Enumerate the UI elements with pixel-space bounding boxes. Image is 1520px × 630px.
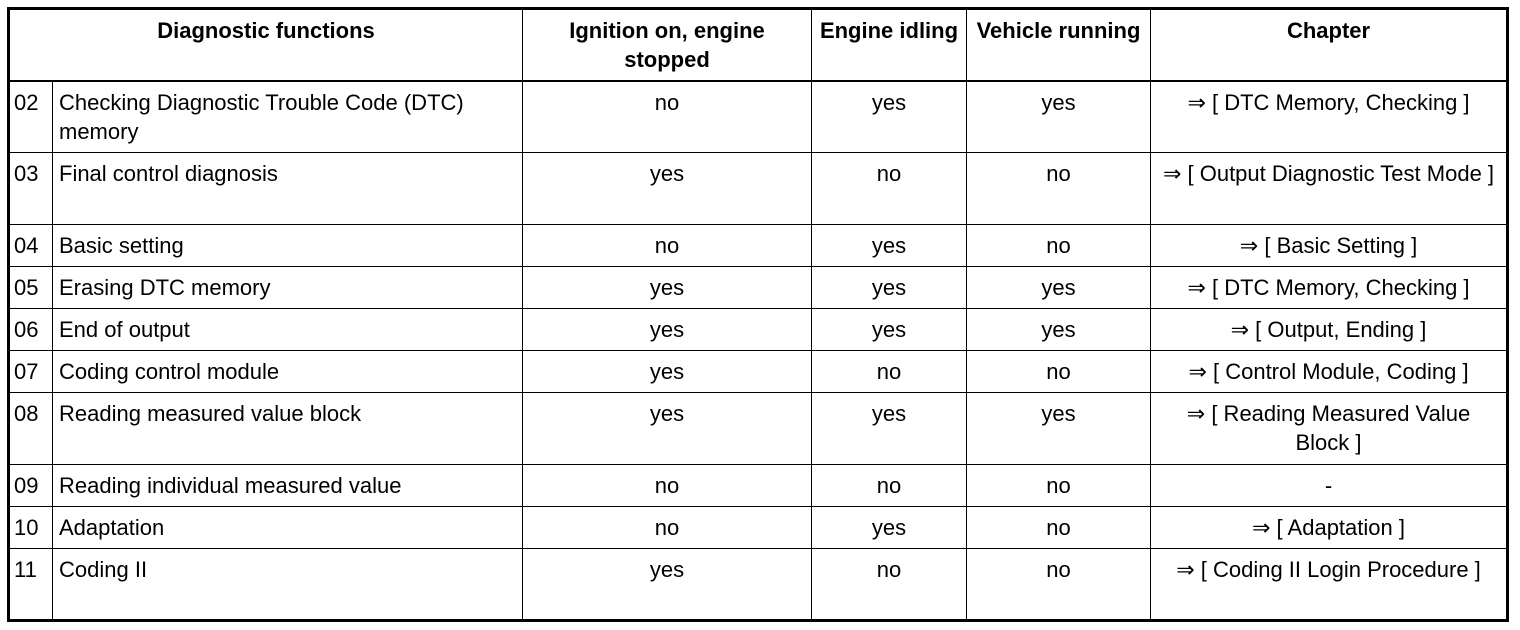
function-number: 11 — [9, 549, 53, 621]
idling-cell: no — [812, 465, 967, 507]
function-name: End of output — [53, 309, 523, 351]
running-cell: no — [967, 153, 1151, 225]
function-number: 07 — [9, 351, 53, 393]
table-row — [9, 267, 1508, 309]
ignition-cell: yes — [523, 309, 812, 351]
idling-cell: yes — [812, 267, 967, 309]
header-vehicle-running: Vehicle running — [967, 9, 1151, 81]
chapter-link[interactable]: ⇒ [ Output Diagnostic Test Mode ] — [1151, 153, 1508, 225]
function-name: Reading individual measured value — [53, 465, 523, 507]
function-number: 03 — [9, 153, 53, 225]
running-cell: yes — [967, 81, 1151, 153]
ignition-cell: yes — [523, 549, 812, 621]
idling-cell: yes — [812, 309, 967, 351]
running-cell: no — [967, 549, 1151, 621]
chapter-link[interactable]: ⇒ [ Adaptation ] — [1151, 507, 1508, 549]
chapter-link[interactable]: ⇒ [ Basic Setting ] — [1151, 225, 1508, 267]
header-chapter: Chapter — [1151, 9, 1508, 81]
ignition-cell: yes — [523, 393, 812, 465]
header-ignition-on: Ignition on, engine stopped — [523, 9, 812, 81]
running-cell: no — [967, 507, 1151, 549]
ignition-cell: yes — [523, 267, 812, 309]
function-number: 05 — [9, 267, 53, 309]
idling-cell: yes — [812, 393, 967, 465]
chapter-link[interactable]: ⇒ [ Reading Measured Value Block ] — [1151, 393, 1508, 465]
ignition-cell: yes — [523, 351, 812, 393]
chapter-link[interactable]: ⇒ [ DTC Memory, Checking ] — [1151, 81, 1508, 153]
chapter-link: - — [1151, 465, 1508, 507]
function-number: 10 — [9, 507, 53, 549]
function-name: Checking Diagnostic Trouble Code (DTC) memory — [53, 81, 523, 153]
running-cell: yes — [967, 309, 1151, 351]
running-cell: no — [967, 351, 1151, 393]
function-name: Coding II — [53, 549, 523, 621]
header-engine-idling: Engine idling — [812, 9, 967, 81]
running-cell: yes — [967, 267, 1151, 309]
ignition-cell: no — [523, 81, 812, 153]
ignition-cell: no — [523, 465, 812, 507]
function-name: Coding control module — [53, 351, 523, 393]
idling-cell: no — [812, 549, 967, 621]
function-name: Adaptation — [53, 507, 523, 549]
table-row — [9, 309, 1508, 351]
ignition-cell: no — [523, 225, 812, 267]
chapter-link[interactable]: ⇒ [ Control Module, Coding ] — [1151, 351, 1508, 393]
chapter-link[interactable]: ⇒ [ Output, Ending ] — [1151, 309, 1508, 351]
function-number: 04 — [9, 225, 53, 267]
running-cell: yes — [967, 393, 1151, 465]
table-row — [9, 153, 1508, 225]
function-number: 09 — [9, 465, 53, 507]
table-row — [9, 507, 1508, 549]
chapter-link[interactable]: ⇒ [ DTC Memory, Checking ] — [1151, 267, 1508, 309]
function-name: Basic setting — [53, 225, 523, 267]
header-diagnostic-functions: Diagnostic functions — [9, 9, 523, 81]
table-row — [9, 393, 1508, 465]
running-cell: no — [967, 465, 1151, 507]
table-header-row — [9, 9, 1508, 81]
table-row — [9, 81, 1508, 153]
table-row — [9, 465, 1508, 507]
table-row — [9, 225, 1508, 267]
function-name: Erasing DTC memory — [53, 267, 523, 309]
idling-cell: yes — [812, 225, 967, 267]
ignition-cell: yes — [523, 153, 812, 225]
table-row — [9, 351, 1508, 393]
function-name: Reading measured value block — [53, 393, 523, 465]
running-cell: no — [967, 225, 1151, 267]
chapter-link[interactable]: ⇒ [ Coding II Login Procedure ] — [1151, 549, 1508, 621]
function-number: 08 — [9, 393, 53, 465]
diagnostic-functions-table — [7, 7, 1509, 622]
function-name: Final control diagnosis — [53, 153, 523, 225]
idling-cell: yes — [812, 81, 967, 153]
function-number: 02 — [9, 81, 53, 153]
idling-cell: no — [812, 153, 967, 225]
idling-cell: no — [812, 351, 967, 393]
table-row — [9, 549, 1508, 621]
ignition-cell: no — [523, 507, 812, 549]
idling-cell: yes — [812, 507, 967, 549]
function-number: 06 — [9, 309, 53, 351]
